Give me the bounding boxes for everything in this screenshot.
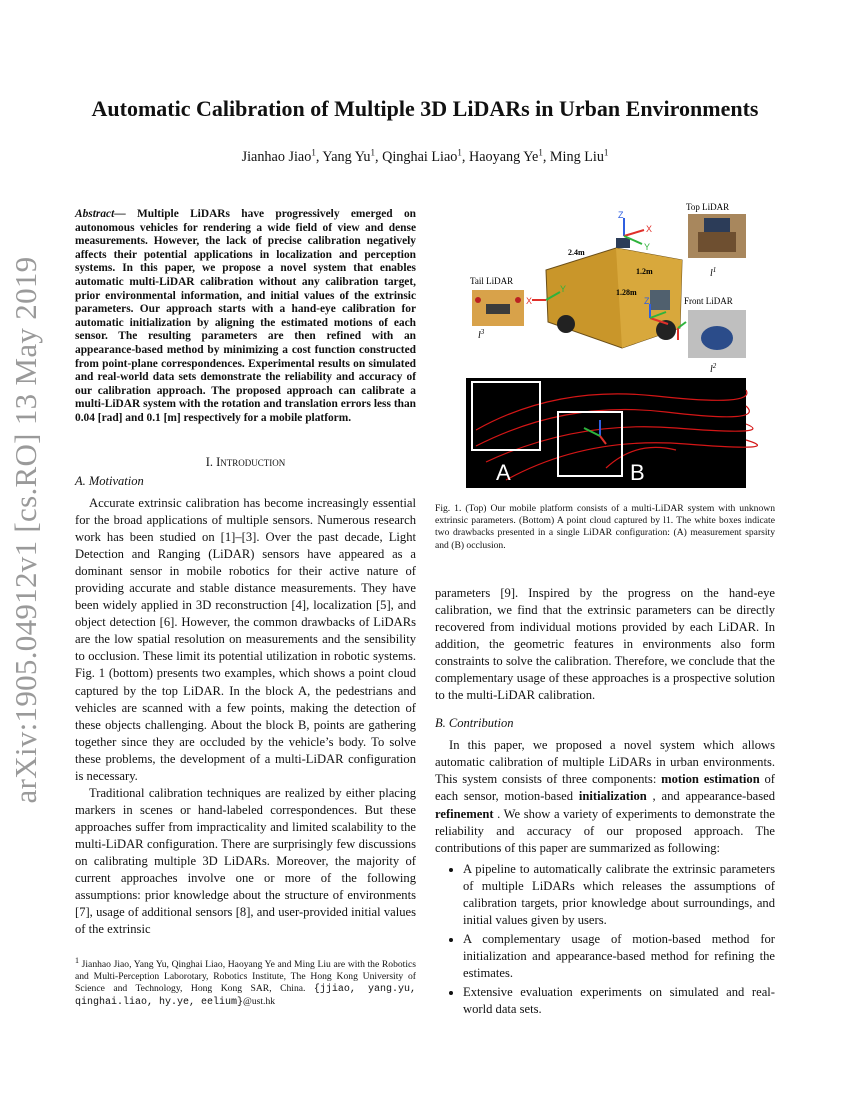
front-lidar-device [701, 326, 733, 350]
z-axis-label: Z [618, 210, 624, 220]
tail-light-icon [475, 297, 481, 303]
top-lidar-mount [698, 232, 736, 252]
author: Yang Yu$^1$, [322, 147, 383, 165]
dim-1-2m: 1.2m [636, 267, 653, 276]
footnote [75, 955, 416, 1009]
list-item: • Extensive evaluation experiments on simulated and real-world data sets. [463, 984, 775, 1018]
intro-section [75, 455, 416, 938]
z-axis-label: Z [644, 296, 650, 306]
wheel-icon [557, 315, 575, 333]
list-item: • A pipeline to automatically calibrate the extrinsic parameters of multiple LiDARs which releases the assumptions of calibration targets, prior knowledge about surroundings, and initial values given by users. [463, 861, 775, 929]
subsection-heading-motivation: A. Motivation [75, 474, 144, 488]
front-lidar-label: Front LiDAR [684, 296, 733, 306]
author: Haoyang Ye$^1$, [468, 147, 550, 165]
vehicle-window [650, 290, 670, 310]
abstract-label: Abstract [75, 208, 115, 220]
right-column-text [435, 585, 775, 1020]
abstract [75, 208, 416, 426]
x-axis-label: X [646, 224, 653, 234]
arxiv-stamp [6, 256, 46, 804]
footnote-text: Jianhao Jiao, Yang Yu, Qinghai Liao, Haoyang Ye and Ming Liu are with the Robotics and Multi-Perception Laborotary, Robotics Institute, The Hong Kong University of Science and Technology, Hong Kong SAR, China. [75, 959, 416, 994]
vehicle-top-lidar [616, 238, 630, 248]
paragraph: Accurate extrinsic calibration has become increasingly essential for the broad applications of multiple sensors. Numerous research work has been studied on [1]–[3]. Over the past decade, Light Detection and Ranging (LiDAR) sensors have appeared as a dominant sensor in mobile robotics for their active nature of providing accurate and stable distance measurements. They have been widely applied in 3D reconstruction [4], localization [5], and object detection [6]. However, the common drawbacks of LiDARs are the low spatial resolution on measurements and the sensibility to occlusion. These limit its potential utilization in robotic systems. Fig. 1 (bottom) presents two examples, which shows a point cloud captured by the top LiDAR. In the block A, the pedestrians and vehicles are scanned with a few points, making the detection of these objects challenging. About the block B, points are gathering together since they are occluded by the vehicle’s body. To solve these problems, the development of a multi-LiDAR configuration is necessary. [75, 496, 416, 783]
dim-1-28m: 1.28m [616, 288, 637, 297]
subsection-heading-contribution: B. Contribution [435, 716, 514, 731]
contribution-list [435, 861, 775, 1018]
y-axis-label: Y [560, 284, 567, 294]
footnote-emails: {jjiao, yang.yu, qinghai.liao, hy.ye, eelium} [75, 984, 416, 1008]
x-axis-label: X [526, 296, 533, 306]
block-b-label: B [630, 460, 645, 485]
section-heading: I. Introduction [205, 455, 286, 469]
tail-light-icon [515, 297, 521, 303]
l1-label: $l^1$ [710, 266, 717, 279]
block-a-label: A [496, 460, 511, 485]
paragraph: In this paper, we proposed a novel system which allows automatic calibration of multiple LiDARs in urban environments. This system consists of three components: motion estimation of each sensor, motion-based initialization , and appearance-based refinement . We show a variety of experiments to demonstrate the reliability and accuracy of our proposed approach. The contributions of this paper are summarized as following: [435, 738, 776, 855]
dim-2-4m: 2.4m [568, 248, 585, 257]
tail-lidar-device [486, 304, 510, 314]
top-lidar-device [704, 218, 730, 232]
author-list [0, 147, 850, 166]
author: Ming Liu$^1$ [549, 147, 609, 165]
paper-title: Automatic Calibration of Multiple 3D LiDARs in Urban Environments [91, 96, 759, 121]
y-axis-label: Y [644, 242, 651, 252]
top-lidar-label: Top LiDAR [686, 202, 730, 212]
figure-1-caption: Fig. 1. (Top) Our mobile platform consists of a multi-LiDAR system with unknown extrinsic parameters. (Bottom) A point cloud captured by l1. The white boxes indicate two drawbacks presented in a single LiDAR configuration: (A) measurement sparsity and (B) occlusion. [435, 503, 775, 551]
author: Jianhao Jiao$^1$, [241, 147, 323, 165]
arxiv-id-text: arXiv:1905.04912v1 [cs.RO] 13 May 2019 [8, 256, 43, 804]
list-item: • A complementary usage of motion-based method for initialization and appearance-based method for refining the estimates. [463, 931, 775, 982]
l2-label: $l^2$ [710, 362, 717, 375]
x-axis-icon [624, 230, 644, 236]
author: Qinghai Liao$^1$, [382, 147, 469, 165]
paragraph: Traditional calibration techniques are realized by either placing markers in scenes or hand-labeled correspondences. But these approaches suffer from impracticality and limited scalability to the multi-LiDAR configuration. There are surprisingly few discussions on calibrating multiple 3D LiDARs. Moreover, the majority of current approaches involve one or more of the following assumptions: prior knowledge about the structure of environments [7], usage of additional sensors [8], and user-provided initial values of the extrinsic [75, 785, 416, 937]
l3-label: $l^3$ [478, 328, 485, 341]
figure-1-graphic [466, 200, 766, 490]
tail-lidar-label: Tail LiDAR [470, 276, 514, 286]
paragraph: parameters [9]. Inspired by the progress on the hand-eye calibration, we find that the extrinsic parameters can be directly recovered from individual motions provided by each LiDAR. In addition, the geometric features in environments also form constraints to solve the calibration. Therefore, we conclude that the complementary usage of these approaches is a prospective solution to the multi-LiDAR calibration. [435, 586, 775, 703]
footnote-domain: @ust.hk [243, 995, 276, 1007]
abstract-text: — Multiple LiDARs have progressively emerged on autonomous vehicles for rendering a wide field of view and dense measurements. However, the lack of precise calibration negatively affects their potential applications in localization and perception systems. In this paper, we propose a novel system that enables automatic multi-LiDAR calibration without any calibration target, prior environmental information, and initial values of the extrinsic parameters. Our approach starts with a hand-eye calibration for automatic initialization by aligning the estimated motions of each sensor. The resulting parameters are then refined with an appearance-based method by minimizing a cost function constructed from point-plane correspondences. Experimental results on simulated and real-world data sets demonstrate the reliability and accuracy of our calibration approach. The proposed approach can calibrate a multi-LiDAR system with the rotation and translation errors less than 0.04 [rad] and 0.1 [m] respectively for a mobile platform. [75, 208, 416, 424]
footnote-mark: 1 [75, 956, 79, 965]
